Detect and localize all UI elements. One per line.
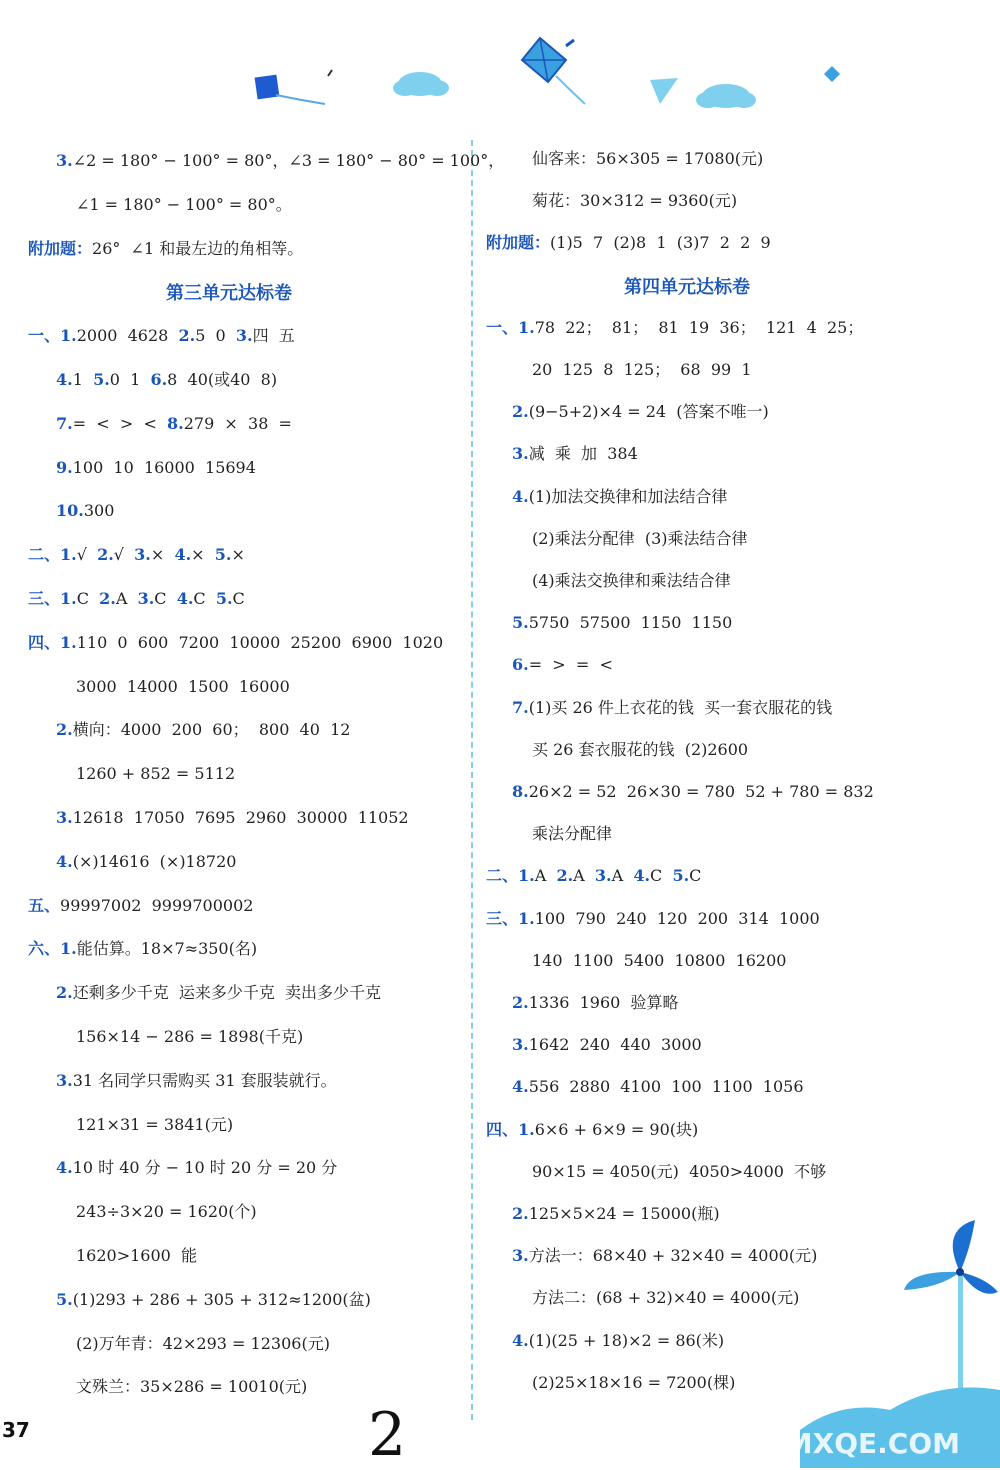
- answer-text: 3000 14000 1500 16000: [76, 676, 290, 696]
- answer-text: ×: [150, 545, 175, 565]
- item-number: 5.: [56, 1289, 73, 1309]
- answer-text: 买 26 套衣服花的钱 (2)2600: [532, 739, 749, 759]
- answer-line: [512, 1203, 720, 1225]
- answer-line: [56, 1070, 337, 1092]
- item-number: 附加题：: [28, 238, 93, 258]
- item-number: 4.: [174, 545, 192, 565]
- answer-line: [532, 190, 737, 212]
- item-number: 2.: [512, 993, 529, 1012]
- answer-text: 121×31 = 3841(元): [76, 1114, 234, 1134]
- answer-line: [532, 1372, 735, 1394]
- answer-line: [486, 908, 820, 930]
- answer-line: [28, 588, 245, 610]
- answer-text: C: [76, 589, 100, 608]
- answer-text: ∠2 = 180° − 100° = 80°，∠3 = 180° − 80° = 100°，: [72, 151, 505, 170]
- answer-text: A: [573, 866, 595, 886]
- answer-text: (4)乘法交换律和乘法结合律: [532, 571, 731, 590]
- item-number: 8.: [167, 413, 184, 433]
- answer-text: 乘法分配律: [532, 824, 613, 844]
- answer-text: 26×2 = 52 26×30 = 780 52 + 780 = 832: [528, 782, 874, 801]
- answer-text: 方法一：68×40 + 32×40 = 4000(元): [528, 1246, 818, 1266]
- item-number: 3.: [56, 151, 73, 170]
- answer-text: 100 790 240 120 200 314 1000: [534, 908, 820, 928]
- answer-text: 横向：4000 200 60； 800 40 12: [72, 720, 351, 740]
- item-number: 附加题：: [486, 233, 551, 253]
- answer-text: ×: [231, 545, 245, 565]
- answer-text: 1620>1600 能: [76, 1246, 198, 1265]
- answer-text: (1)买 26 件上衣花的钱 买一套衣服花的钱: [528, 697, 833, 717]
- item-number: 五、: [28, 895, 61, 915]
- answer-text: 文殊兰：35×286 = 10010(元): [76, 1377, 308, 1397]
- answer-line: [512, 654, 613, 676]
- answer-line: [512, 401, 769, 423]
- answer-line: [76, 1026, 303, 1048]
- item-number: 5.: [672, 866, 690, 886]
- answer-line: [532, 148, 763, 170]
- answer-text: 26° ∠1 和最左边的角相等。: [92, 238, 304, 258]
- answer-text: 1260 + 852 = 5112: [76, 764, 236, 784]
- answer-line: [56, 719, 350, 741]
- watermark: MXQE.COM: [784, 1427, 960, 1460]
- answer-line: [76, 676, 290, 698]
- item-number: 一、1.: [28, 326, 77, 346]
- star-kite-icon: [824, 66, 840, 82]
- bird-icon: [328, 70, 332, 76]
- answer-text: 140 1100 5400 10800 16200: [532, 950, 787, 970]
- item-number: 2.: [56, 983, 73, 1003]
- answer-line: [512, 781, 874, 803]
- answer-line: [532, 359, 752, 381]
- item-number: 3.: [137, 589, 155, 608]
- answer-line: [512, 1034, 702, 1056]
- answer-line: [28, 325, 295, 347]
- answer-line: [486, 232, 771, 254]
- answer-line: [76, 1114, 233, 1136]
- item-number: 2.: [512, 1204, 529, 1223]
- answer-text: 还剩多少千克 运来多少千克 卖出多少千克: [72, 983, 382, 1003]
- item-number: 2.: [56, 720, 73, 740]
- item-number: 4.: [512, 1077, 529, 1097]
- answer-text: 125×5×24 = 15000(瓶): [528, 1204, 720, 1223]
- answer-text: C: [689, 866, 702, 886]
- answer-text: √: [76, 545, 98, 565]
- answer-text: (1)加法交换律和加法结合律: [528, 486, 728, 506]
- answer-text: 8 40(或40 8): [167, 370, 278, 389]
- item-number: 四、1.: [28, 632, 77, 652]
- answer-text: 仙客来：56×305 = 17080(元): [532, 149, 764, 168]
- answer-line: [512, 443, 638, 465]
- answer-text: 10 时 40 分 − 10 时 20 分 = 20 分: [72, 1158, 338, 1178]
- answer-line: [28, 895, 253, 917]
- answer-text: √: [113, 545, 135, 565]
- answer-text: A: [115, 589, 138, 608]
- answer-text: C: [154, 589, 177, 608]
- answer-line: [76, 1245, 197, 1267]
- answer-line: [512, 1245, 817, 1267]
- answer-line: [512, 1330, 724, 1352]
- item-number: 三、1.: [28, 589, 77, 608]
- item-number: 3.: [134, 545, 151, 565]
- item-number: 4.: [176, 589, 194, 608]
- item-number: 二、1.: [28, 545, 77, 565]
- answer-line: [532, 528, 748, 550]
- section-title: 第四单元达标卷: [624, 276, 750, 298]
- handwritten-mark: 2: [368, 1400, 407, 1470]
- answer-line: [56, 500, 114, 522]
- answer-text: 方法二：(68 + 32)×40 = 4000(元): [532, 1288, 800, 1308]
- answer-line: [56, 807, 409, 829]
- answer-line: [486, 1119, 698, 1141]
- answer-text: 100 10 16000 15694: [72, 457, 256, 477]
- answer-line: [76, 1376, 307, 1398]
- item-number: 4.: [512, 486, 529, 506]
- item-number: 3.: [594, 866, 612, 886]
- answer-text: 四 五: [252, 326, 295, 346]
- answer-line: [28, 938, 257, 960]
- answer-line: [532, 1161, 826, 1183]
- answer-text: 99997002 9999700002: [60, 895, 254, 915]
- answer-text: = < > <: [72, 413, 168, 433]
- item-number: 3.: [56, 1070, 73, 1090]
- answer-line: [532, 570, 731, 592]
- answer-line: [532, 950, 786, 972]
- item-number: 2.: [97, 545, 114, 565]
- item-number: 4.: [633, 866, 651, 886]
- item-number: 2.: [512, 402, 529, 422]
- answer-line: [56, 1157, 337, 1179]
- item-number: 6.: [150, 370, 168, 389]
- cloud-icon: [393, 72, 449, 96]
- answer-text: 5 0: [195, 326, 236, 346]
- answer-line: [76, 1333, 330, 1355]
- answer-text: 菊花：30×312 = 9360(元): [532, 191, 738, 211]
- answer-line: [28, 544, 245, 566]
- answer-text: 243÷3×20 = 1620(个): [76, 1202, 257, 1222]
- item-number: 5.: [214, 545, 232, 565]
- item-number: 5.: [215, 589, 233, 608]
- answer-text: (1)293 + 286 + 305 + 312≈1200(盆): [72, 1289, 371, 1309]
- item-number: 2.: [99, 589, 116, 608]
- answer-line: [532, 739, 748, 761]
- answer-line: [56, 150, 504, 172]
- item-number: 8.: [512, 782, 529, 801]
- answer-text: (2)乘法分配律 (3)乘法结合律: [532, 528, 748, 548]
- answer-text: = > = <: [528, 655, 613, 675]
- item-number: 二、1.: [486, 866, 535, 886]
- answer-text: 279 × 38 =: [183, 413, 292, 433]
- answer-text: 90×15 = 4050(元) 4050>4000 不够: [532, 1161, 827, 1181]
- item-number: 4.: [56, 370, 73, 389]
- answer-line: [56, 457, 256, 479]
- item-number: 2.: [178, 326, 196, 346]
- answer-text: 20 125 8 125； 68 99 1: [532, 360, 752, 379]
- item-number: 三、1.: [486, 908, 535, 928]
- answer-text: 12618 17050 7695 2960 30000 11052: [72, 808, 409, 827]
- item-number: 4.: [512, 1330, 529, 1350]
- answer-line: [76, 763, 235, 785]
- item-number: 2.: [556, 866, 574, 886]
- answer-text: 减 乘 加 384: [528, 444, 638, 464]
- answer-text: 556 2880 4100 100 1100 1056: [528, 1077, 804, 1097]
- answer-line: [76, 194, 292, 216]
- answer-text: (9−5+2)×4 = 24 (答案不唯一): [528, 402, 769, 422]
- answer-text: 31 名同学只需购买 31 套服装就行。: [72, 1070, 337, 1090]
- item-number: 3.: [512, 1246, 529, 1266]
- answer-text: A: [534, 866, 557, 886]
- answer-text: (1)(25 + 18)×2 = 86(米): [528, 1330, 725, 1350]
- item-number: 3.: [235, 326, 253, 346]
- answer-text: ∠1 = 180° − 100° = 80°。: [76, 194, 292, 214]
- answer-line: [56, 413, 292, 435]
- item-number: 7.: [512, 697, 529, 717]
- answer-text: 78 22； 81； 81 19 36； 121 4 25；: [534, 317, 864, 337]
- answer-text: (1)5 7 (2)8 1 (3)7 2 2 9: [550, 233, 771, 253]
- item-number: 一、1.: [486, 317, 535, 337]
- item-number: 9.: [56, 457, 73, 477]
- answer-line: [512, 992, 679, 1014]
- item-number: 5.: [512, 613, 529, 633]
- kite-icon: [522, 38, 585, 104]
- triangle-kite-icon: [650, 78, 678, 104]
- answer-line: [56, 851, 236, 873]
- answer-text: C: [193, 589, 216, 608]
- answer-line: [486, 317, 863, 339]
- answer-text: A: [611, 866, 634, 886]
- answer-text: 0 1: [109, 370, 151, 389]
- answer-line: [28, 632, 443, 654]
- item-number: 4.: [56, 1158, 73, 1178]
- header-decoration: [0, 0, 1000, 130]
- answer-line: [512, 697, 832, 719]
- answer-line: [56, 982, 381, 1004]
- answer-line: [56, 369, 277, 391]
- answer-text: 6×6 + 6×9 = 90(块): [534, 1119, 699, 1139]
- answer-text: 2000 4628: [76, 326, 179, 346]
- answer-line: [76, 1201, 257, 1223]
- answer-text: (2)25×18×16 = 7200(棵): [532, 1372, 736, 1392]
- item-number: 3.: [512, 444, 529, 464]
- item-number: 3.: [512, 1035, 529, 1055]
- page-number: 37: [2, 1418, 30, 1442]
- answer-text: 能估算。18×7≈350(名): [76, 939, 258, 959]
- item-number: 六、1.: [28, 939, 77, 959]
- answer-text: 1642 240 440 3000: [528, 1035, 702, 1055]
- answer-text: C: [232, 589, 245, 608]
- column-divider: [471, 140, 473, 1420]
- item-number: 3.: [56, 808, 73, 827]
- item-number: 5.: [93, 370, 110, 389]
- answer-text: (2)万年青：42×293 = 12306(元): [76, 1333, 330, 1353]
- answer-text: 110 0 600 7200 10000 25200 6900 1020: [76, 632, 444, 652]
- item-number: 7.: [56, 413, 73, 433]
- answer-text: 5750 57500 1150 1150: [528, 613, 733, 633]
- small-kite-icon: [255, 75, 325, 104]
- answer-line: [532, 1287, 799, 1309]
- answer-line: [532, 823, 612, 845]
- answer-line: [512, 612, 732, 634]
- answer-line: [56, 1289, 371, 1311]
- answer-text: 156×14 − 286 = 1898(千克): [76, 1027, 304, 1046]
- answer-line: [512, 486, 727, 508]
- answer-text: 300: [83, 501, 115, 521]
- section-title: 第三单元达标卷: [166, 283, 292, 305]
- answer-text: C: [650, 866, 673, 886]
- answer-line: [486, 865, 701, 887]
- answer-line: [512, 1076, 804, 1098]
- answer-text: ×: [191, 545, 215, 565]
- answer-line: [28, 238, 303, 260]
- item-number: 6.: [512, 655, 529, 675]
- item-number: 四、1.: [486, 1119, 535, 1139]
- answer-text: (×)14616 (×)18720: [72, 851, 237, 871]
- item-number: 4.: [56, 851, 73, 871]
- cloud-icon: [696, 84, 756, 108]
- answer-text: 1336 1960 验算略: [528, 993, 679, 1012]
- answer-text: 1: [72, 370, 94, 389]
- item-number: 10.: [56, 501, 84, 521]
